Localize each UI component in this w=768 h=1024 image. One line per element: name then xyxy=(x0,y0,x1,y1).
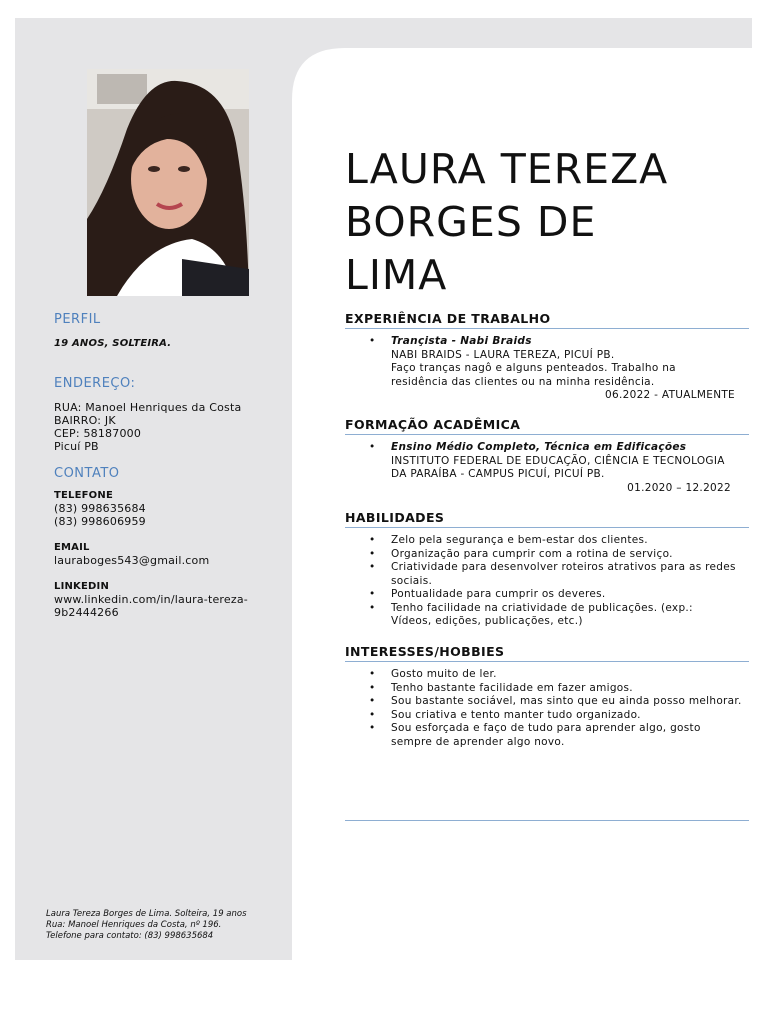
footer-line: Telefone para contato: (83) 998635684 xyxy=(46,931,214,941)
institution: INSTITUTO FEDERAL DE EDUCAÇÃO, CIÊNCIA E TECNOLOGIA xyxy=(391,454,725,467)
telefone-value: (83) 998635684 xyxy=(54,502,146,515)
skill-text: Vídeos, edições, publicações, etc.) xyxy=(391,615,583,627)
bullet-icon: • xyxy=(369,601,376,614)
hobby-text: Sou criativa e tento manter tudo organizado. xyxy=(391,708,641,721)
list-item xyxy=(345,722,749,749)
bullet-icon: • xyxy=(369,547,376,560)
job-title: Trançista - Nabi Braids xyxy=(391,335,532,347)
bullet-icon: • xyxy=(369,722,376,734)
list-item xyxy=(345,534,749,548)
formacao-heading: FORMAÇÃO ACADÊMICA xyxy=(345,417,749,435)
skill-text: Tenho facilidade na criatividade de publicações. (exp.: xyxy=(391,601,693,614)
bullet-icon: • xyxy=(369,561,376,573)
hobby-text: Tenho bastante facilidade em fazer amigos. xyxy=(391,681,633,694)
bullet-icon: • xyxy=(369,668,376,680)
bullet-icon: • xyxy=(369,708,376,721)
name-line: LIMA xyxy=(345,251,448,299)
list-item xyxy=(345,588,749,602)
telefone-value: (83) 998606959 xyxy=(54,515,146,528)
degree-title: Ensino Médio Completo, Técnica em Edificações xyxy=(391,441,687,453)
perfil-heading: PERFIL xyxy=(54,312,101,327)
hobby-text: Gosto muito de ler. xyxy=(391,668,497,680)
list-item xyxy=(345,548,749,562)
job-desc: residência das clientes ou na minha residência. xyxy=(391,375,655,388)
interesses-section xyxy=(345,644,749,749)
bullet-icon: • xyxy=(369,695,376,707)
hobby-text: sempre de aprender algo novo. xyxy=(391,735,565,748)
job-dates: 06.2022 - ATUALMENTE xyxy=(605,389,735,401)
footer-line: Rua: Manoel Henriques da Costa, nº 196. xyxy=(46,920,222,930)
bullet-icon: • xyxy=(369,588,376,600)
footer-line: Laura Tereza Borges de Lima. Solteira, 19 anos xyxy=(46,909,247,919)
linkedin-value[interactable]: www.linkedin.com/in/laura-tereza- xyxy=(54,593,248,606)
skill-text: Zelo pela segurança e bem-estar dos clientes. xyxy=(391,534,648,546)
list-item xyxy=(345,335,749,403)
bullet-icon: • xyxy=(369,335,376,347)
perfil-section xyxy=(54,312,264,350)
endereco-line: CEP: 58187000 xyxy=(54,427,142,440)
name-line: BORGES DE xyxy=(345,198,597,246)
list-item xyxy=(345,441,749,495)
interesses-heading: INTERESSES/HOBBIES xyxy=(345,644,749,662)
hobby-text: Sou esforçada e faço de tudo para aprender algo, gosto xyxy=(391,722,701,734)
footer-note xyxy=(46,909,271,942)
endereco-line: RUA: Manoel Henriques da Costa xyxy=(54,401,242,414)
bullet-icon: • xyxy=(369,681,376,694)
experiencia-heading: EXPERIÊNCIA DE TRABALHO xyxy=(345,311,749,329)
habilidades-heading: HABILIDADES xyxy=(345,510,749,528)
list-item xyxy=(345,668,749,682)
section-divider xyxy=(345,820,749,821)
full-name xyxy=(345,143,668,302)
contato-heading: CONTATO xyxy=(54,466,120,481)
email-label: EMAIL xyxy=(54,542,90,553)
list-item xyxy=(345,709,749,723)
list-item xyxy=(345,602,749,629)
habilidades-section xyxy=(345,510,749,629)
skill-text: Criatividade para desenvolver roteiros atrativos para as redes xyxy=(391,561,736,573)
name-line: LAURA TEREZA xyxy=(345,145,669,193)
list-item xyxy=(345,695,749,709)
skill-text: Organização para cumprir com a rotina de serviço. xyxy=(391,547,673,560)
perfil-text: 19 ANOS, SOLTEIRA. xyxy=(54,338,172,349)
institution: DA PARAÍBA - CAMPUS PICUÍ, PICUÍ PB. xyxy=(391,468,605,480)
list-item xyxy=(345,561,749,588)
linkedin-label: LINKEDIN xyxy=(54,581,110,592)
skill-text: sociais. xyxy=(391,574,433,587)
job-company: NABI BRAIDS - LAURA TEREZA, PICUÍ PB. xyxy=(391,348,615,361)
endereco-section xyxy=(54,376,264,453)
endereco-line: BAIRRO: JK xyxy=(54,414,116,427)
formacao-section xyxy=(345,417,749,495)
job-desc: Faço tranças nagô e alguns penteados. Trabalho na xyxy=(391,362,676,374)
profile-photo xyxy=(87,69,249,296)
contato-section xyxy=(54,466,264,619)
telefone-label: TELEFONE xyxy=(54,490,113,501)
list-item xyxy=(345,682,749,696)
experiencia-section xyxy=(345,311,749,403)
bullet-icon: • xyxy=(369,534,376,546)
endereco-heading: ENDEREÇO: xyxy=(54,376,136,391)
skill-text: Pontualidade para cumprir os deveres. xyxy=(391,588,606,600)
endereco-line: Picuí PB xyxy=(54,440,99,453)
email-value[interactable]: lauraboges543@gmail.com xyxy=(54,554,210,567)
hobby-text: Sou bastante sociável, mas sinto que eu ainda posso melhorar. xyxy=(391,695,742,707)
degree-dates: 01.2020 – 12.2022 xyxy=(627,481,731,494)
linkedin-value[interactable]: 9b2444266 xyxy=(54,606,119,619)
bullet-icon: • xyxy=(369,441,376,453)
